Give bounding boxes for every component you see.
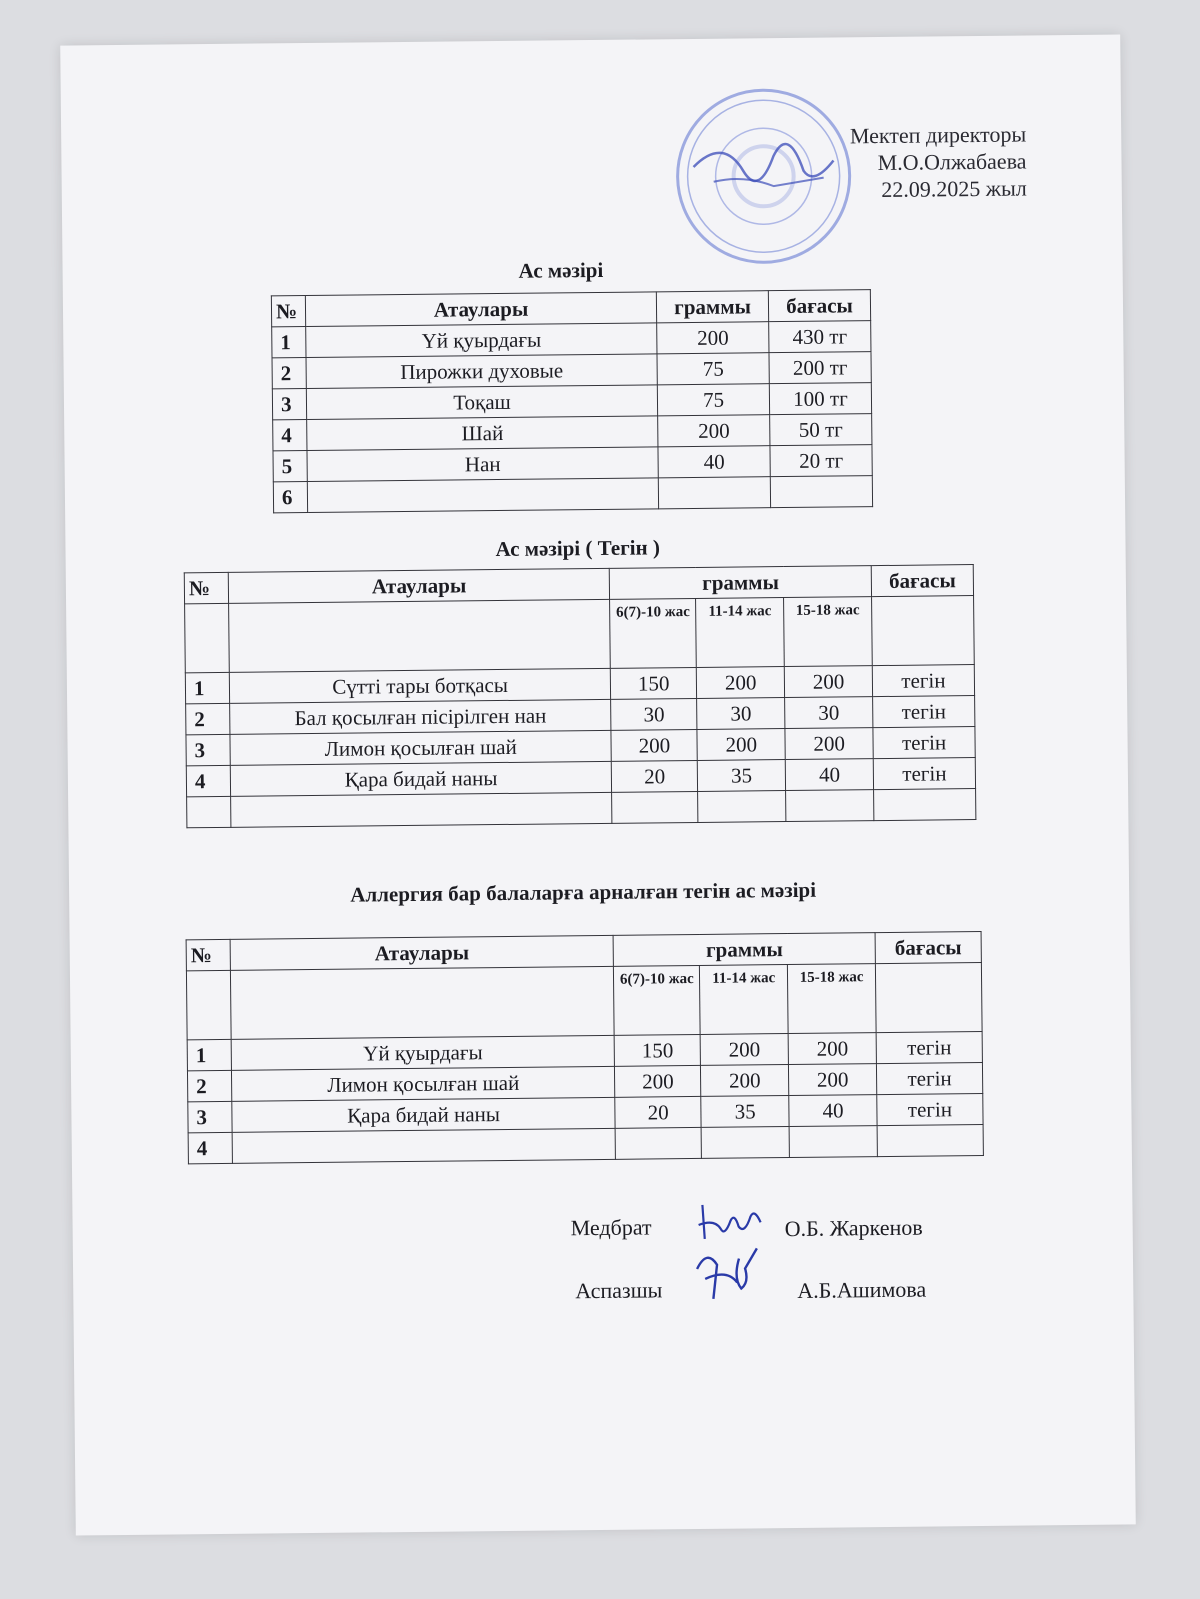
age-group-6-10: 6(7)-10 жас — [610, 598, 697, 668]
table-row: 1 Үй қуырдағы 200 430 тг — [272, 321, 871, 358]
medbrat-role: Медбрат — [570, 1214, 652, 1241]
table-row: 2 Лимон қосылған шай 200 200 200 тегін — [187, 1062, 982, 1101]
age-group-row — [186, 962, 982, 1039]
table-row: 4 — [188, 1124, 983, 1163]
approval-block — [850, 120, 1027, 203]
age-group-row — [185, 596, 975, 673]
age-group-11-14: 11-14 жас — [700, 965, 789, 1035]
table-row: 1 Үй қуырдағы 150 200 200 тегін — [187, 1031, 982, 1070]
table-row: 2 Пирожки духовые 75 200 тг — [272, 352, 871, 389]
col-grams: граммы — [610, 566, 872, 600]
official-stamp-icon — [673, 85, 855, 267]
col-price: бағасы — [768, 290, 870, 322]
table-row: 1 Сүтті тары ботқасы 150 200 200 тегін — [185, 665, 974, 704]
cook-signature-icon — [687, 1238, 770, 1311]
menu2-table — [184, 564, 977, 828]
menu2-title: Ас мәзірі ( Тегін ) — [495, 535, 661, 562]
col-grams: граммы — [613, 933, 875, 967]
col-price: бағасы — [871, 565, 973, 597]
medbrat-name: О.Б. Жаркенов — [784, 1214, 923, 1242]
col-names: Атаулары — [228, 568, 610, 603]
approval-date: 22.09.2025 жыл — [881, 175, 1027, 202]
menu3-table — [186, 931, 984, 1164]
approval-title: Мектеп директоры — [849, 121, 1027, 149]
table-row: 4 Шай 200 50 тг — [273, 414, 872, 451]
cook-role: Аспазшы — [575, 1277, 663, 1304]
col-price: бағасы — [875, 931, 981, 963]
col-number: № — [186, 939, 230, 970]
age-group-15-18: 15-18 жас — [784, 597, 873, 667]
table-row: 2 Бал қосылған пісірілген нан 30 30 30 тегін — [186, 696, 975, 735]
col-names: Атаулары — [305, 292, 656, 327]
col-names: Атаулары — [230, 935, 614, 970]
table-row: 4 Қара бидай наны 20 35 40 тегін — [186, 758, 975, 797]
document-page — [60, 34, 1136, 1535]
cook-name: А.Б.Ашимова — [797, 1276, 927, 1303]
col-grams: граммы — [656, 291, 768, 323]
table-row: 5 Нан 40 20 тг — [273, 445, 872, 482]
menu1-title: Ас мәзірі — [518, 257, 604, 283]
age-group-11-14: 11-14 жас — [696, 598, 785, 668]
table-row: 3 Қара бидай наны 20 35 40 тегін — [188, 1093, 983, 1132]
col-number: № — [271, 296, 305, 327]
age-group-15-18: 15-18 жас — [788, 964, 877, 1034]
table-row: 3 Лимон қосылған шай 200 200 200 тегін — [186, 727, 975, 766]
director-name: М.О.Олжабаева — [877, 148, 1027, 176]
age-group-6-10: 6(7)-10 жас — [614, 965, 701, 1035]
table-row: 6 — [273, 476, 872, 513]
menu3-title: Аллергия бар балаларға арналған тегін ас мәзірі — [350, 877, 817, 907]
menu1-table — [271, 289, 873, 513]
col-number: № — [184, 572, 228, 603]
table-row: 3 Тоқаш 75 100 тг — [272, 383, 871, 420]
